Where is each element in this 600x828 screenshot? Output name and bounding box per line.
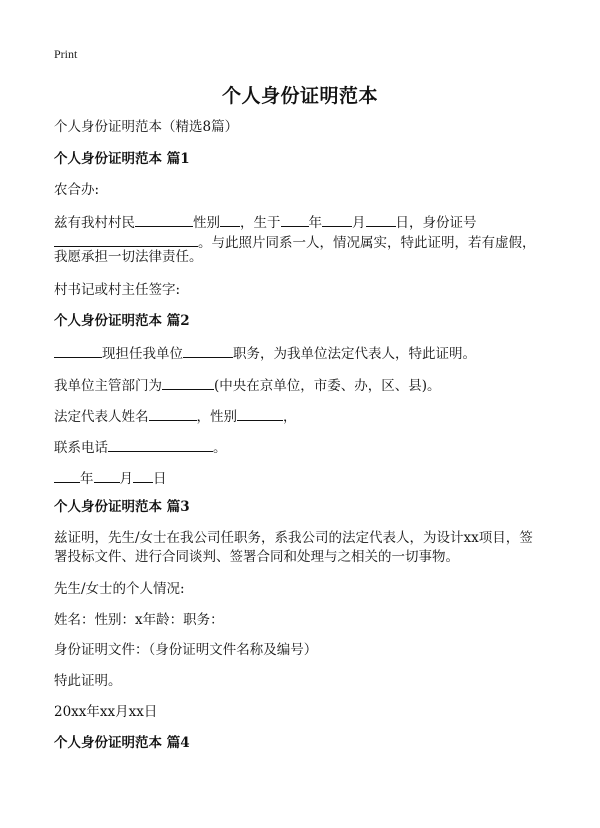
- section-1-line-3: 我愿承担一切法律责任。: [54, 249, 203, 265]
- section-3-date: 20xx年xx月xx日: [54, 704, 158, 720]
- person-name-blank[interactable]: [54, 345, 102, 358]
- section-2-line-3: 法定代表人姓名 ，性别 ，: [54, 409, 297, 425]
- section-3-para-1-line-1: 兹证明，先生/女士在我公司任职务，系我公司的法定代表人，为设计xx项目，签: [54, 530, 533, 546]
- month-blank[interactable]: [94, 470, 120, 483]
- birth-year-blank[interactable]: [281, 214, 309, 227]
- section-2-line-1: 现担任我单位 职务，为我单位法定代表人，特此证明。: [54, 345, 476, 362]
- phone-blank[interactable]: [108, 439, 213, 452]
- section-2-line-4: 联系电话 。: [54, 440, 227, 456]
- section-1-line-1: 兹有我村村民 性别 ，生于 年 月 日，身份证号: [54, 215, 477, 231]
- section-4-heading: 个人身份证明范本 篇4: [54, 735, 190, 751]
- section-1-signature: 村书记或村主任签字:: [54, 282, 181, 298]
- department-blank[interactable]: [162, 377, 214, 390]
- document-title: 个人身份证明范本: [221, 85, 378, 107]
- villager-name-blank[interactable]: [135, 214, 193, 227]
- section-3-heading: 个人身份证明范本 篇3: [54, 499, 190, 515]
- id-number-blank[interactable]: [54, 234, 198, 247]
- birth-month-blank[interactable]: [322, 214, 352, 227]
- section-2-date: 年 月 日: [54, 470, 167, 487]
- section-2-line-2: 我单位主管部门为 (中央在京单位，市委、办，区、县)。: [54, 378, 441, 394]
- section-3-para-2: 先生/女士的个人情况:: [54, 581, 185, 597]
- position-blank[interactable]: [183, 345, 233, 358]
- section-2-heading: 个人身份证明范本 篇2: [54, 313, 190, 329]
- section-3-para-5: 特此证明。: [54, 673, 122, 689]
- document-subtitle: 个人身份证明范本（精选8篇）: [54, 119, 239, 135]
- section-3-para-4: 身份证明文件：（身份证明文件名称及编号）: [54, 642, 318, 658]
- year-blank[interactable]: [54, 470, 80, 483]
- print-label: Print: [54, 47, 78, 61]
- section-3-para-3: 姓名：性别：x年龄：职务：: [54, 612, 224, 628]
- legal-rep-name-blank[interactable]: [149, 408, 197, 421]
- section-1-heading: 个人身份证明范本 篇1: [54, 151, 190, 167]
- gender-blank[interactable]: [220, 214, 240, 227]
- day-blank[interactable]: [133, 470, 153, 483]
- birth-day-blank[interactable]: [366, 214, 396, 227]
- legal-rep-gender-blank[interactable]: [237, 408, 283, 421]
- section-1-line-2: 。与此照片同系一人，情况属实，特此证明，若有虚假，: [54, 234, 536, 251]
- section-3-para-1-line-2: 署投标文件、进行合同谈判、签署合同和处理与之相关的一切事物。: [54, 549, 459, 565]
- section-1-addressee: 农合办:: [54, 182, 100, 198]
